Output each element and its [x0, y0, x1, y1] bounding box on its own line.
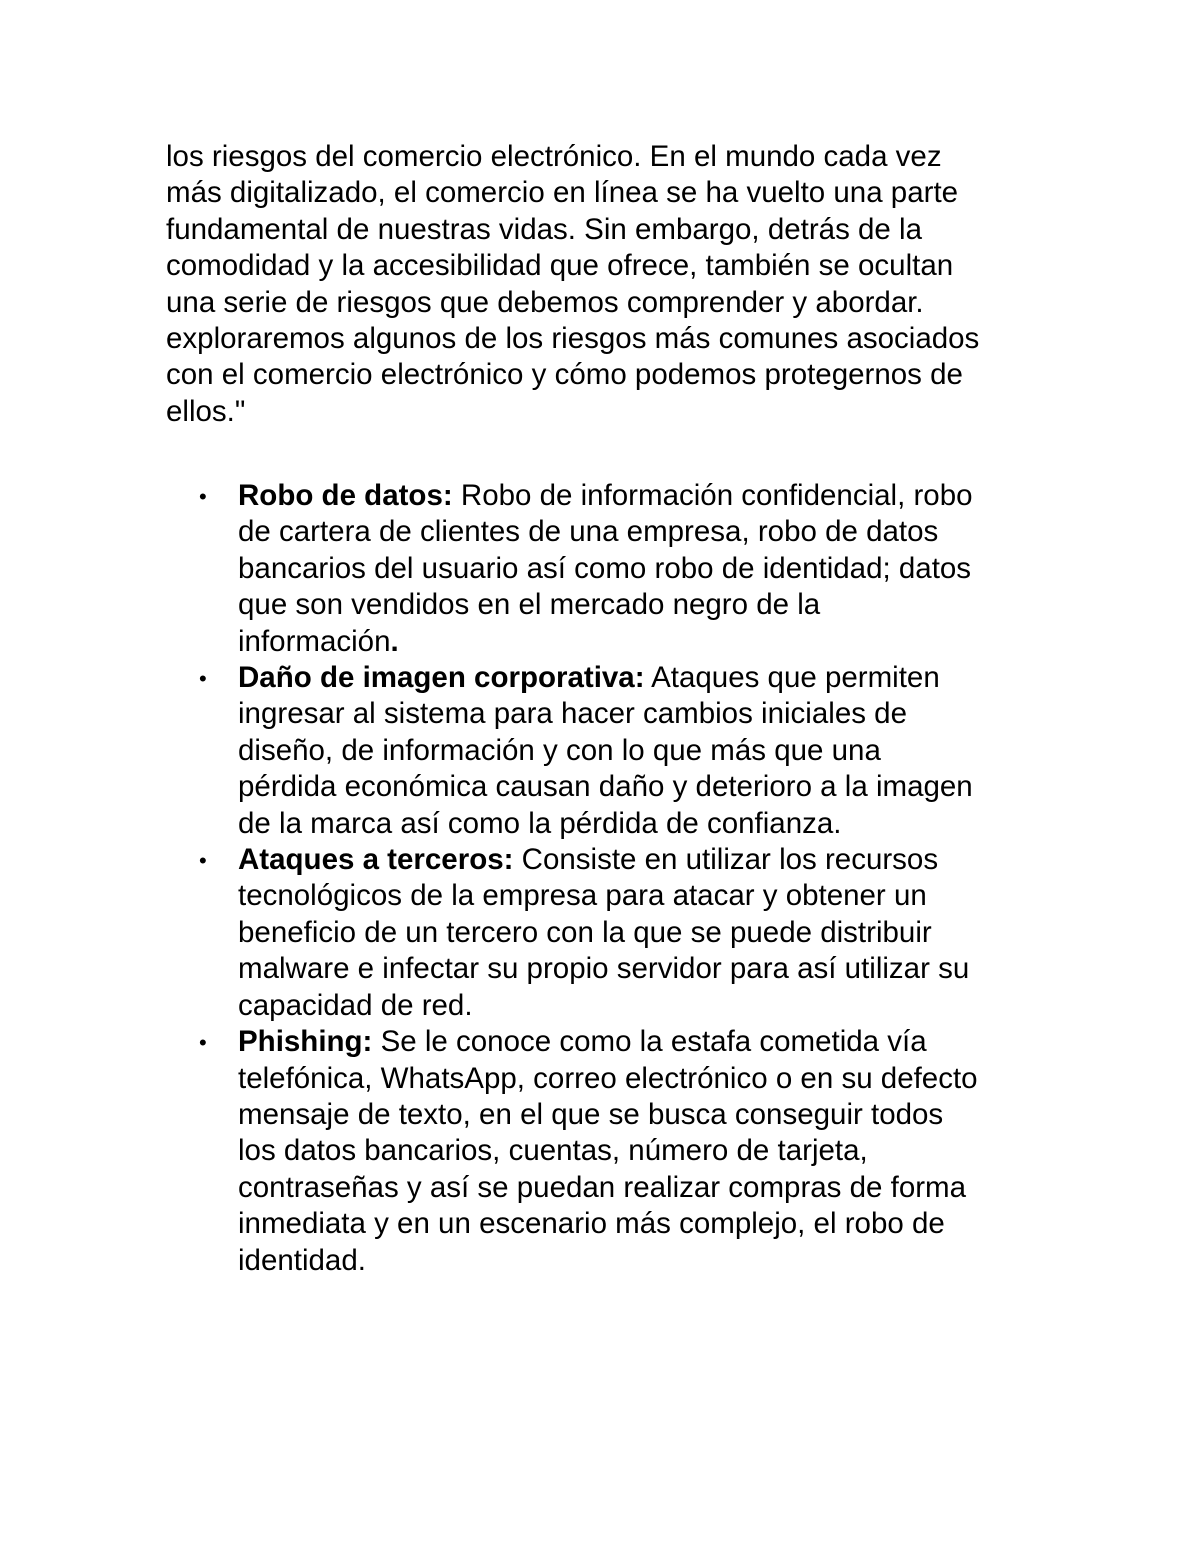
risk-line: capacidad de red. [238, 988, 473, 1022]
intro-line: más digitalizado, el comercio en línea se ha vuelto una parte [166, 176, 959, 210]
risk-item-ataques-a-terceros [0, 842, 1100, 1024]
bullet-icon: • [199, 848, 207, 874]
risk-line: ingresar al sistema para hacer cambios iniciales de [238, 697, 907, 731]
risk-line: pérdida económica causan daño y deterioro a la imagen [238, 770, 973, 804]
intro-line: con el comercio electrónico y cómo podemos protegernos de [166, 358, 963, 392]
risk-text: Ataques que permiten [644, 661, 940, 695]
intro-line: comodidad y la accesibilidad que ofrece, también se ocultan [166, 249, 954, 283]
risk-line: malware e infectar su propio servidor para así utilizar su [238, 952, 970, 986]
risk-item-robo-de-datos [0, 478, 1100, 660]
intro-paragraph [166, 139, 1046, 430]
risk-line: identidad. [238, 1243, 366, 1277]
intro-line: los riesgos del comercio electrónico. En el mundo cada vez [166, 140, 942, 173]
risk-line [238, 660, 1100, 696]
intro-line: una serie de riesgos que debemos comprender y abordar. [166, 285, 924, 319]
risk-line: telefónica, WhatsApp, correo electrónico o en su defecto [238, 1061, 978, 1095]
risk-line: tecnológicos de la empresa para atacar y obtener un [238, 879, 927, 913]
risk-line: contraseñas y así se puedan realizar compras de forma [238, 1170, 967, 1204]
risk-line [238, 624, 1100, 660]
risk-term: Phishing: [238, 1025, 373, 1059]
risk-item-phishing [0, 1024, 1100, 1279]
risk-list [0, 478, 1100, 1279]
risk-line [238, 1024, 1100, 1060]
intro-line: ellos." [166, 394, 246, 428]
risk-text: Robo de información confidencial, robo [452, 479, 973, 512]
risk-text: Consiste en utilizar los recursos [513, 843, 939, 877]
risk-term: Daño de imagen corporativa: [238, 661, 645, 695]
risk-line: de la marca así como la pérdida de confianza. [238, 806, 842, 840]
risk-line: bancarios del usuario así como robo de identidad; datos [238, 551, 972, 585]
risk-line [238, 842, 1100, 878]
bullet-icon: • [199, 484, 207, 509]
risk-item-dano-de-imagen [0, 660, 1100, 842]
intro-line: exploraremos algunos de los riesgos más comunes asociados [166, 322, 980, 356]
risk-period: . [390, 624, 399, 658]
risk-line: mensaje de texto, en el que se busca conseguir todos [238, 1097, 944, 1131]
risk-text: Se le conoce como la estafa cometida vía [372, 1025, 927, 1059]
intro-line: fundamental de nuestras vidas. Sin embargo, detrás de la [166, 212, 922, 246]
risk-line: de cartera de clientes de una empresa, robo de datos [238, 515, 939, 549]
risk-line: inmediata y en un escenario más complejo, el robo de [238, 1207, 945, 1241]
risk-line: los datos bancarios, cuentas, número de tarjeta, [238, 1134, 868, 1168]
bullet-icon: • [199, 666, 207, 692]
bullet-icon: • [199, 1030, 207, 1056]
risk-line [238, 478, 1100, 514]
risk-line: beneficio de un tercero con la que se puede distribuir [238, 915, 932, 949]
risk-term: Robo de datos: [238, 479, 453, 512]
risk-term: Ataques a terceros: [238, 843, 514, 877]
risk-text: información [238, 624, 391, 658]
risk-line: que son vendidos en el mercado negro de la [238, 588, 821, 622]
risk-line: diseño, de información y con lo que más que una [238, 733, 881, 767]
